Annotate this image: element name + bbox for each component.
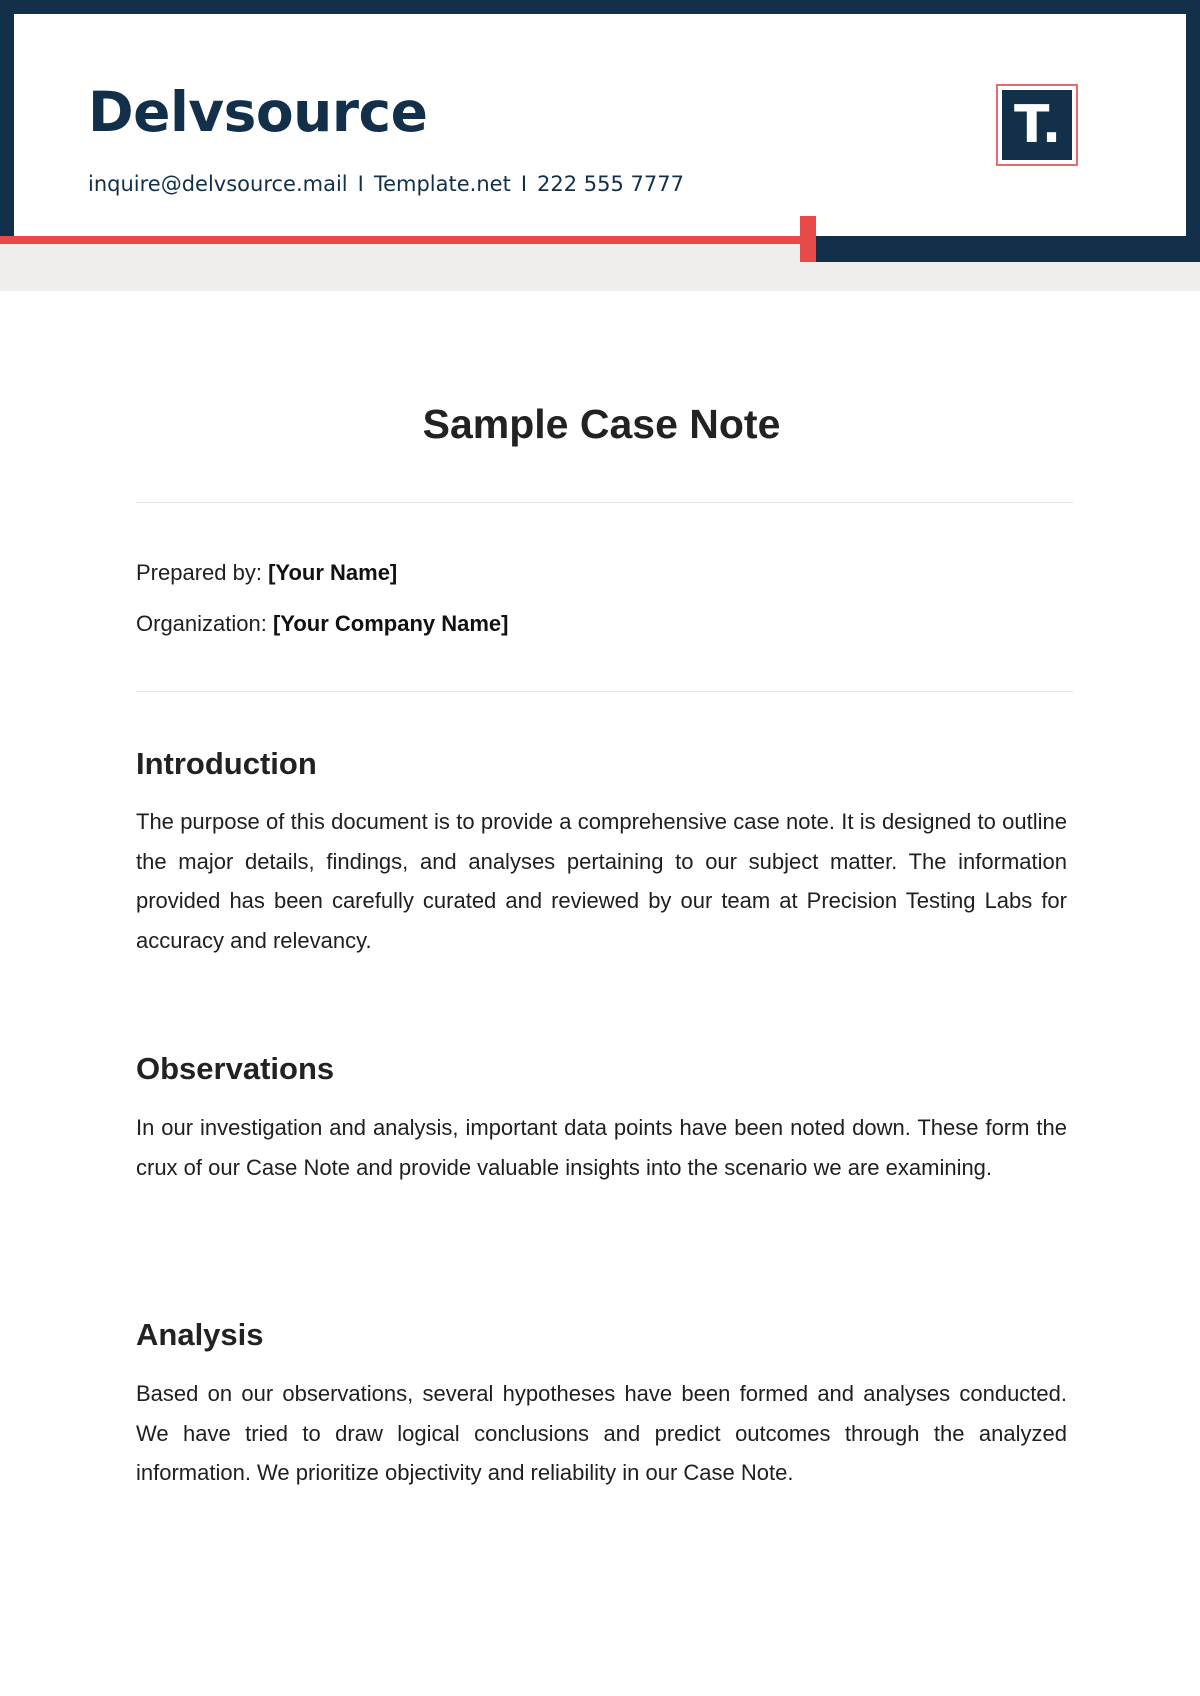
section-heading-introduction: Introduction xyxy=(136,746,317,781)
divider xyxy=(136,502,1073,503)
organization xyxy=(136,611,509,637)
section-heading-analysis: Analysis xyxy=(136,1317,264,1352)
logo-mark xyxy=(1002,90,1072,160)
organization-value: [Your Company Name] xyxy=(272,611,509,636)
contact-email: inquire@delvsource.mail xyxy=(88,172,348,196)
accent-line xyxy=(0,236,800,244)
prepared-by xyxy=(136,560,397,586)
contact-phone: 222 555 7777 xyxy=(537,172,684,196)
organization-label: Organization: xyxy=(136,611,267,636)
contact-separator: I xyxy=(520,172,528,196)
brand-name: Delvsource xyxy=(88,80,428,144)
company-logo xyxy=(996,84,1078,166)
letterhead xyxy=(0,0,1200,291)
section-heading-observations: Observations xyxy=(136,1051,335,1086)
divider xyxy=(136,691,1073,692)
prepared-by-label: Prepared by: xyxy=(136,560,262,585)
contact-info xyxy=(88,172,684,196)
section-body-analysis: Based on our observations, several hypotheses have been formed and analyses conducted. We have tried to draw logical conclusions and predict outcomes through the analyzed information. We prioritize objectivity and reliability in our Case Note. xyxy=(136,1381,1067,1485)
header-gap xyxy=(0,244,800,262)
contact-separator: I xyxy=(357,172,364,196)
section-body-introduction: The purpose of this document is to provide a comprehensive case note. It is designed to outline the major details, findings, and analyses pertaining to our subject matter. The information provided has been carefully curated and reviewed by our team at Precision Testing Labs for accuracy and relevancy. xyxy=(136,809,1067,953)
prepared-by-value: [Your Name] xyxy=(268,560,398,585)
accent-block xyxy=(800,216,816,262)
logo-letter: T. xyxy=(1014,95,1062,155)
section-body-observations: In our investigation and analysis, important data points have been noted down. These form the crux of our Case Note and provide valuable insights into the scenario we are examining. xyxy=(136,1115,1067,1180)
contact-website: Template.net xyxy=(373,172,511,196)
page-title: Sample Case Note xyxy=(422,401,781,447)
header-band xyxy=(0,262,1200,291)
